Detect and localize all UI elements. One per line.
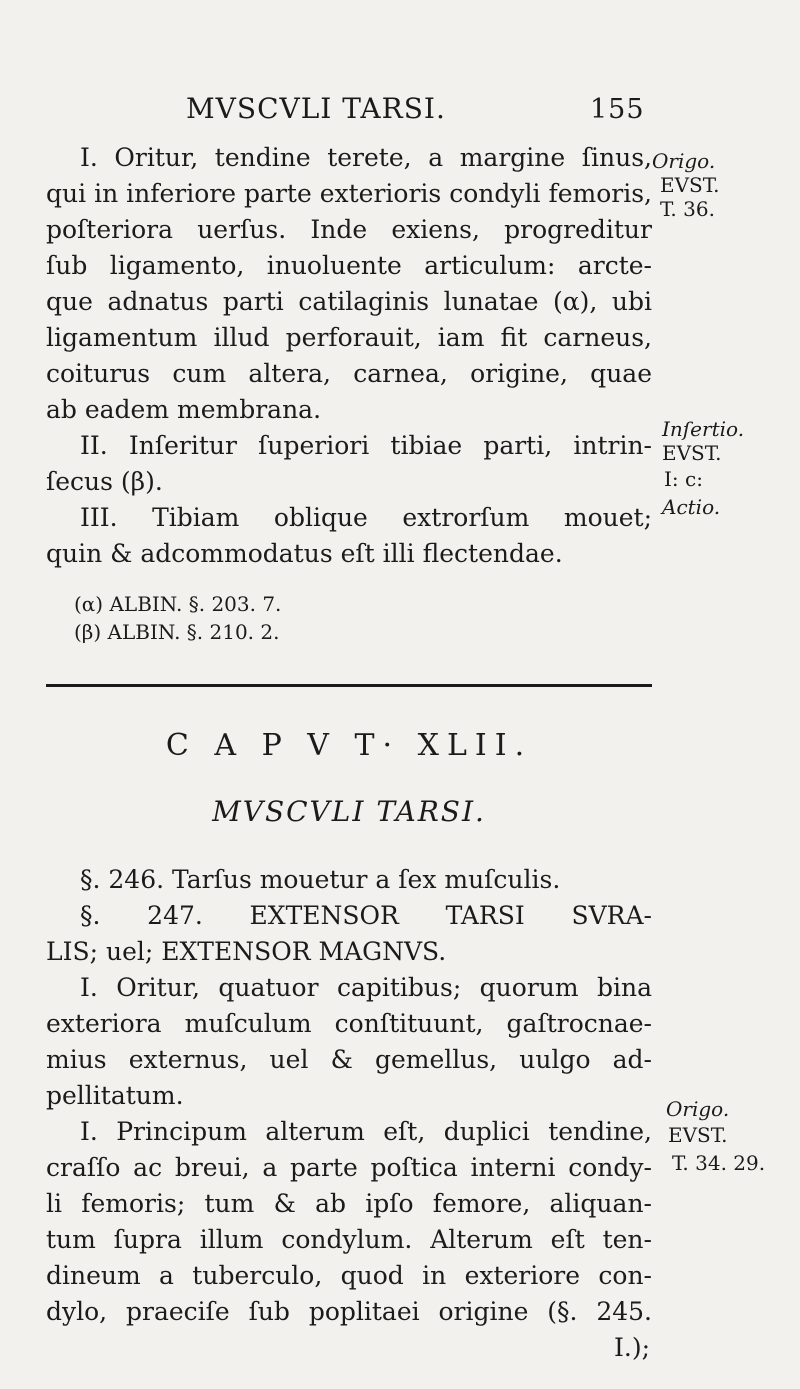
text-line: I. Principum alterum eſt, duplici tendine, xyxy=(80,1117,652,1146)
chapter-subtitle: MVSCVLI TARSI. xyxy=(212,795,486,828)
text-line: I.); xyxy=(614,1333,650,1362)
margin-note-table: T. 36. xyxy=(660,197,715,221)
text-line: coiturus cum altera, carnea, origine, quae xyxy=(46,359,652,388)
text-line: ſecus (β). xyxy=(46,467,163,496)
text-line: dylo, praeciſe ſub poplitaei origine (§. 245. xyxy=(46,1297,652,1326)
chapter-title: C A P V T· XLII. xyxy=(165,728,533,763)
footnote: (β) ALBIN. §. 210. 2. xyxy=(74,620,280,644)
text-line: dineum a tuberculo, quod in exteriore con- xyxy=(46,1261,652,1290)
page-header xyxy=(186,92,646,132)
margin-note-actio: Actio. xyxy=(662,495,721,519)
section-2-text xyxy=(46,862,652,1366)
running-title: MVSCVLI TARSI. xyxy=(186,92,446,125)
text-line: II. Inſeritur ſuperiori tibiae parti, intrin- xyxy=(80,431,652,460)
footnotes xyxy=(74,590,474,646)
text-line: III. Tibiam oblique extrorſum mouet; xyxy=(80,503,652,532)
text-line: que adnatus parti catilaginis lunatae (α), ubi xyxy=(46,287,652,316)
text-line: poſteriora uerſus. Inde exiens, progreditur xyxy=(46,215,652,244)
text-line: ab eadem membrana. xyxy=(46,395,322,424)
text-line: qui in inferiore parte exterioris condyli femoris, xyxy=(46,179,652,208)
text-line: I. Oritur, tendine terete, a margine ſinus, xyxy=(80,143,652,172)
text-line: pellitatum. xyxy=(46,1081,184,1110)
margin-note-ic: I: c: xyxy=(664,467,703,491)
text-line: li femoris; tum & ab ipſo femore, aliquan- xyxy=(46,1189,652,1218)
text-line: exteriora muſculum conſtituunt, gaſtrocnae- xyxy=(46,1009,652,1038)
margin-note-evst: EVST. xyxy=(660,173,720,197)
footnote: (α) ALBIN. §. 203. 7. xyxy=(74,592,282,616)
text-line: LIS; uel; EXTENSOR MAGNVS. xyxy=(46,937,447,966)
page-number: 155 xyxy=(590,94,645,125)
text-line: craſſo ac breui, a parte poſtica interni condy- xyxy=(46,1153,652,1182)
text-line: ſub ligamento, inuoluente articulum: arcte- xyxy=(46,251,652,280)
margin-note-table: T. 34. 29. xyxy=(672,1151,766,1175)
margin-note-origo: Origo. xyxy=(652,149,716,173)
margin-note-evst: EVST. xyxy=(662,441,722,465)
section-1-text xyxy=(46,140,652,572)
text-line: ligamentum illud perforauit, iam fit carneus, xyxy=(46,323,652,352)
text-line: tum ſupra illum condylum. Alterum eſt ten- xyxy=(46,1225,652,1254)
section-divider xyxy=(46,684,652,687)
text-line: §. 247. EXTENSOR TARSI SVRA- xyxy=(80,901,652,930)
text-line: quin & adcommodatus eſt illi flectendae. xyxy=(46,539,563,568)
margin-note-origo: Origo. xyxy=(666,1097,730,1121)
text-line: §. 246. Tarſus mouetur a ſex muſculis. xyxy=(80,865,561,894)
margin-note-insertio: Inſertio. xyxy=(662,417,745,441)
text-line: mius externus, uel & gemellus, uulgo ad- xyxy=(46,1045,652,1074)
text-line: I. Oritur, quatuor capitibus; quorum bina xyxy=(80,973,652,1002)
margin-note-evst: EVST. xyxy=(668,1123,728,1147)
